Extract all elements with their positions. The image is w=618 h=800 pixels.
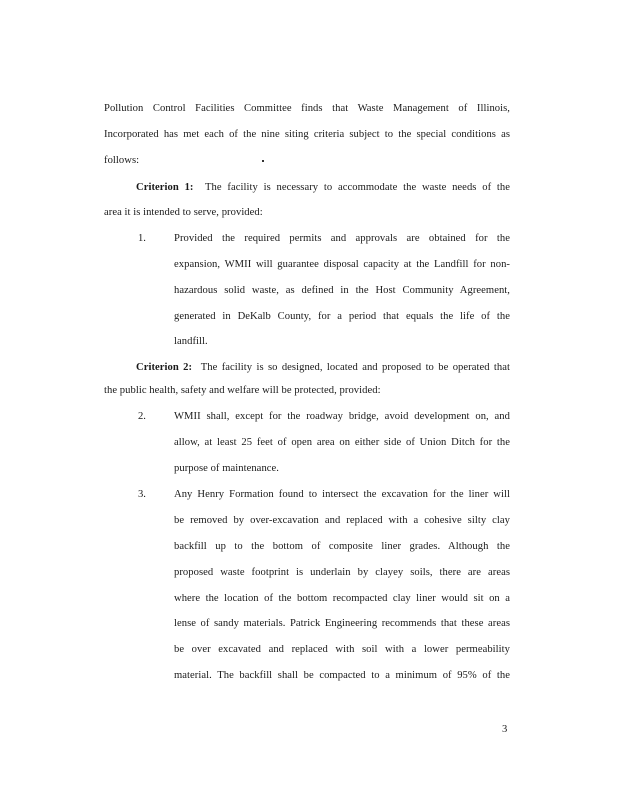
item-3-line-2: be removed by over-excavation and replaced with a cohesive silty clay	[174, 515, 510, 526]
criterion-2-label: Criterion 2:	[136, 362, 193, 373]
intro-line-2: Incorporated has met each of the nine siting criteria subject to the special conditions as	[104, 129, 510, 140]
criterion-2-second-line: the public health, safety and welfare will be protected, provided:	[104, 385, 381, 396]
item-2-line-2: allow, at least 25 feet of open area on either side of Union Ditch for the	[174, 437, 510, 448]
intro-line-3: follows:	[104, 155, 140, 166]
item-1-line-4: generated in DeKalb County, for a period that equals the life of the	[174, 311, 510, 322]
item-2-line-3: purpose of maintenance.	[174, 463, 279, 474]
item-1-line-5: landfill.	[174, 336, 208, 347]
criterion-2-first-line	[136, 361, 510, 375]
page-number: 3	[502, 724, 508, 735]
item-3-line-3: backfill up to the bottom of composite liner grades. Although the	[174, 541, 510, 552]
item-1-line-2: expansion, WMII will guarantee disposal capacity at the Landfill for non-	[174, 259, 510, 270]
criterion-1-text: The facility is necessary to accommodate the waste needs of the	[205, 182, 510, 193]
criterion-1-first-line	[136, 181, 510, 195]
intro-line-1: Pollution Control Facilities Committee finds that Waste Management of Illinois,	[104, 103, 510, 114]
item-3-line-8: material. The backfill shall be compacted to a minimum of 95% of the	[174, 670, 510, 681]
criterion-1-label: Criterion 1:	[136, 182, 194, 193]
item-2-line-1: WMII shall, except for the roadway bridge, avoid development on, and	[174, 411, 510, 422]
item-1-line-1: Provided the required permits and approvals are obtained for the	[174, 233, 510, 244]
item-3-line-6: lense of sandy materials. Patrick Engineering recommends that these areas	[174, 618, 510, 629]
item-3-line-4: proposed waste footprint is underlain by clayey soils, there are areas	[174, 567, 510, 578]
criterion-2-text: The facility is so designed, located and proposed to be operated that	[200, 362, 510, 373]
item-3-line-5: where the location of the bottom recompacted clay liner would sit on a	[174, 593, 510, 604]
item-number-2: 2.	[138, 411, 146, 422]
item-1-line-3: hazardous solid waste, as defined in the Host Community Agreement,	[174, 285, 510, 296]
scan-speck	[262, 160, 264, 162]
item-3-line-7: be over excavated and replaced with soil with a lower permeability	[174, 644, 510, 655]
item-number-1: 1.	[138, 233, 146, 244]
item-3-line-1: Any Henry Formation found to intersect the excavation for the liner will	[174, 489, 510, 500]
criterion-1-second-line: area it is intended to serve, provided:	[104, 207, 263, 218]
item-number-3: 3.	[138, 489, 146, 500]
